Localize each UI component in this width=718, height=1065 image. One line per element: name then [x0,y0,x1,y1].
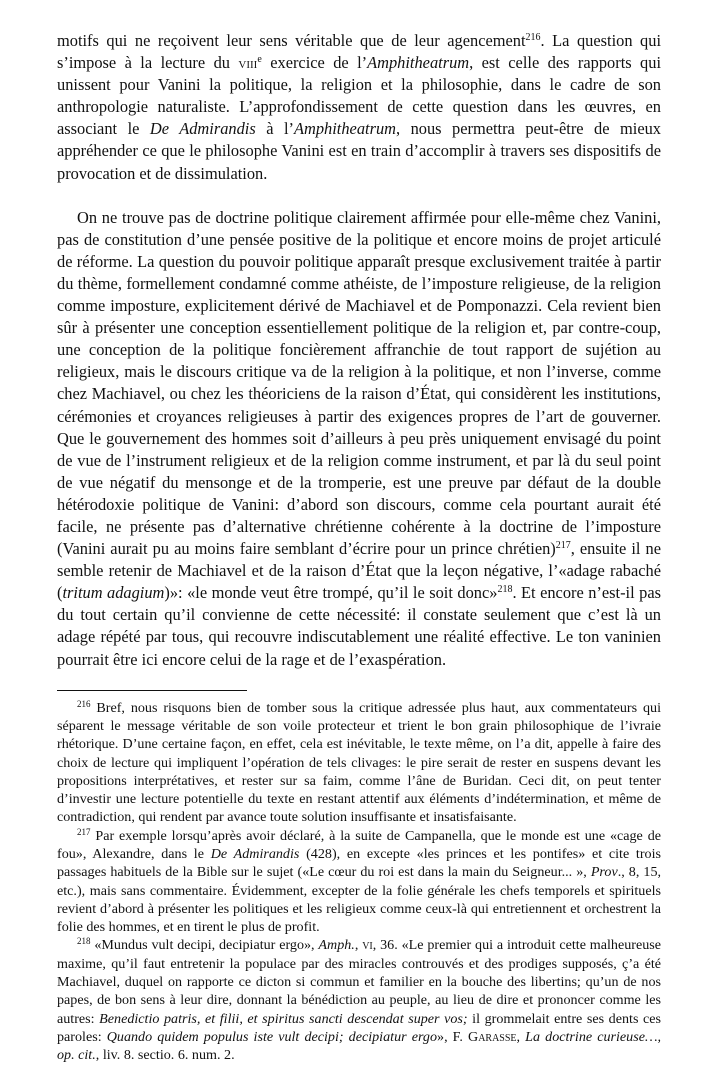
latin-phrase: tritum adagium [62,583,165,603]
text-run: motifs qui ne reçoivent leur sens véritable que de leur agencement [57,31,526,50]
footnote-text: , 36. «Le premier qui a introduit cette malheureuse maxime, qu’il faut entretenir la populace par des miracles controuvés et des prodiges supposés, ç’a été Machiavel, duquel on rapporte ce dicton si commun et familier en la bouche des libertins; qu’un de nos papes, de bon sens à leur dire, donnant la bénédiction au peuple, au lieu de dire et prononcer comme les autres: [57,937,662,1027]
text-run: . La question qui s’impose à la lecture du [57,31,661,73]
footnote-text: , [516,1028,526,1045]
roman-numeral: viii [238,53,258,73]
footnote-number: 216 [77,698,91,709]
bible-abbrev: Prov [590,864,618,881]
text-run: exercice de l’ [261,53,368,73]
footnote-text: ., 8, 15, etc.), mais sans commentaire. Évidemment, excepter de la folie générale les chefs temporels et spirituels revient d’abord à présenter les politiques et les religieux comme ceux-là qui entretiennent et orchestrent la folie des hommes, et en tirent le plus de profit. [57,864,662,936]
work-title: Amphitheatrum [367,53,470,73]
text-run: . Et encore n’est-il pas du tout certain qu’il convienne de cette nécessité: il constate seulement que c’est là un adage répété par tous, qui recouvre indiscutablement une réalité effective. Le ton vaninien pourrait être ici encore celui de la rage et de l’exaspération. [57,583,661,669]
paragraph-2 [57,207,661,671]
author-name: Garasse [468,1028,517,1045]
footnote-number: 218 [77,936,91,947]
footnote-text: , [354,937,363,954]
paragraph-gap [57,185,661,207]
footnote-separator [57,690,247,691]
footnote-text: (428), en excepte «les princes et les pontifes» et cite trois passages habituels de la Bible sur le sujet («Le cœur du roi est dans la main du Seigneur... », [57,846,661,881]
work-title: De Admirandis [149,119,256,139]
footnote-217 [57,827,661,937]
work-title: La doctrine curieuse…, op. cit. [57,1028,662,1064]
footnote-text: Bref, nous risquons bien de tomber sous la critique adressée plus haut, aux commentateurs qui séparent le message véritable de son voile protecteur et trient le bon grain philosophique de l’ivraie rhétorique. D’une certaine façon, en effet, cela est inévitable, le texte même, on l’a dit, appelle à faire des choix de lecture qui impliquent l’opération de tels clivages: le pire serait de rester en suspens devant les propositions interprétatives, et rester sur sa faim, comme l’âne de Buridan. Ceci dit, on peut tenter d’investir une lecture potentielle du texte en restant attentif aux éléments d’indétermination, et même de contradiction, qui rendent par avance toute solution insuffisante et insatisfaisante. [57,699,661,826]
ordinal-suffix: e [257,54,262,66]
work-abbrev: Amph. [318,937,355,954]
latin-quote: Benedictio patris, et filii, et spiritus sancti descendat super vos; [99,1010,468,1027]
footnote-218 [57,936,661,1064]
footnote-text: il grommelait entre ses dents ces paroles: [57,1010,661,1045]
footnote-ref-216[interactable]: 216 [525,32,541,43]
latin-quote: Quando quidem populus iste vult decipi; decipiatur ergo [106,1028,438,1045]
footnote-ref-217[interactable]: 217 [555,540,571,552]
footnote-text: », F. [437,1028,469,1045]
text-run: , ensuite il ne semble retenir de Machiavel et de la raison d’État que la leçon négative, l’«adage rabaché ( [57,539,662,603]
text-run: )»: «le monde veut être trompé, qu’il le soit donc» [164,583,498,603]
text-run: à l’ [255,119,294,139]
paragraph-1 [57,30,661,185]
text-run: On ne trouve pas de doctrine politique clairement affirmée pour elle-même chez Vanini, pas de constitution d’une pensée positive de la politique et encore moins de projet articulé de réforme. La question du pouvoir politique apparaît presque exclusivement traitée à partir du thème, formellement condamné comme athéiste, de l’imposture religieuse, de la religion comme imposture, explicitement dérivé de Machiavel et de Pomponazzi. Cela revient bien sûr à présenter une conception essentiellement politique de la religion et, par contre-coup, une conception de la politique foncièrement affranchie de tout rapport de sujétion au religieux, mais le discours critique va de la religion à la politique, et non l’inverse, comme chez Machiavel, ou chez les théoriciens de la raison d’État, qui considèrent les institutions, cérémonies et croyances religieuses à partir des exigences propres de l’art de gouverner. Que le gouvernement des hommes soit d’ailleurs à peu près uniquement envisagé du point de vue de l’instrument religieux et de la religion comme instrument, et par là du seul point de vue négatif du mensonge et de la tromperie, est une preuve par défaut de la double hétérodoxie politique de Vanini: d’abord son discours, comme cela pourtant aurait été facile, ne présente pas d’alternative chrétienne cohérente à la doctrine de l’imposture (Vanini aurait pu au moins faire semblant d’écrire pour un prince chrétien) [57,207,661,559]
footnote-text: «Mundus vult decipi, decipiatur ergo», [90,937,319,954]
work-title: De Admirandis [210,846,300,862]
footnote-text: Par exemple lorsqu’après avoir déclaré, à la suite de Campanella, que le monde est une «cage de fou», Alexandre, dans le [57,827,661,862]
roman-numeral: vi [362,937,373,954]
work-title: Amphitheatrum [294,119,396,139]
document-page [57,30,661,1065]
footnotes [57,699,661,1065]
footnote-number: 217 [77,826,91,837]
footnote-text: , liv. 8. sectio. 6. num. 2. [95,1047,235,1064]
footnote-216 [57,699,661,827]
footnote-ref-218[interactable]: 218 [497,584,513,596]
text-run: , nous permettra peut-être de mieux appréhender ce que le philosophe Vanini est en train d’accomplir à travers ses dispositifs de provocation et de dissimulation. [57,119,661,183]
text-run: , est celle des rapports qui unissent pour Vanini la politique, la religion et la philosophie, dans le cadre de son anthropologie naturaliste. L’approfondissement de cette question dans les œuvres, en associant le [57,53,661,139]
main-text [57,30,661,671]
